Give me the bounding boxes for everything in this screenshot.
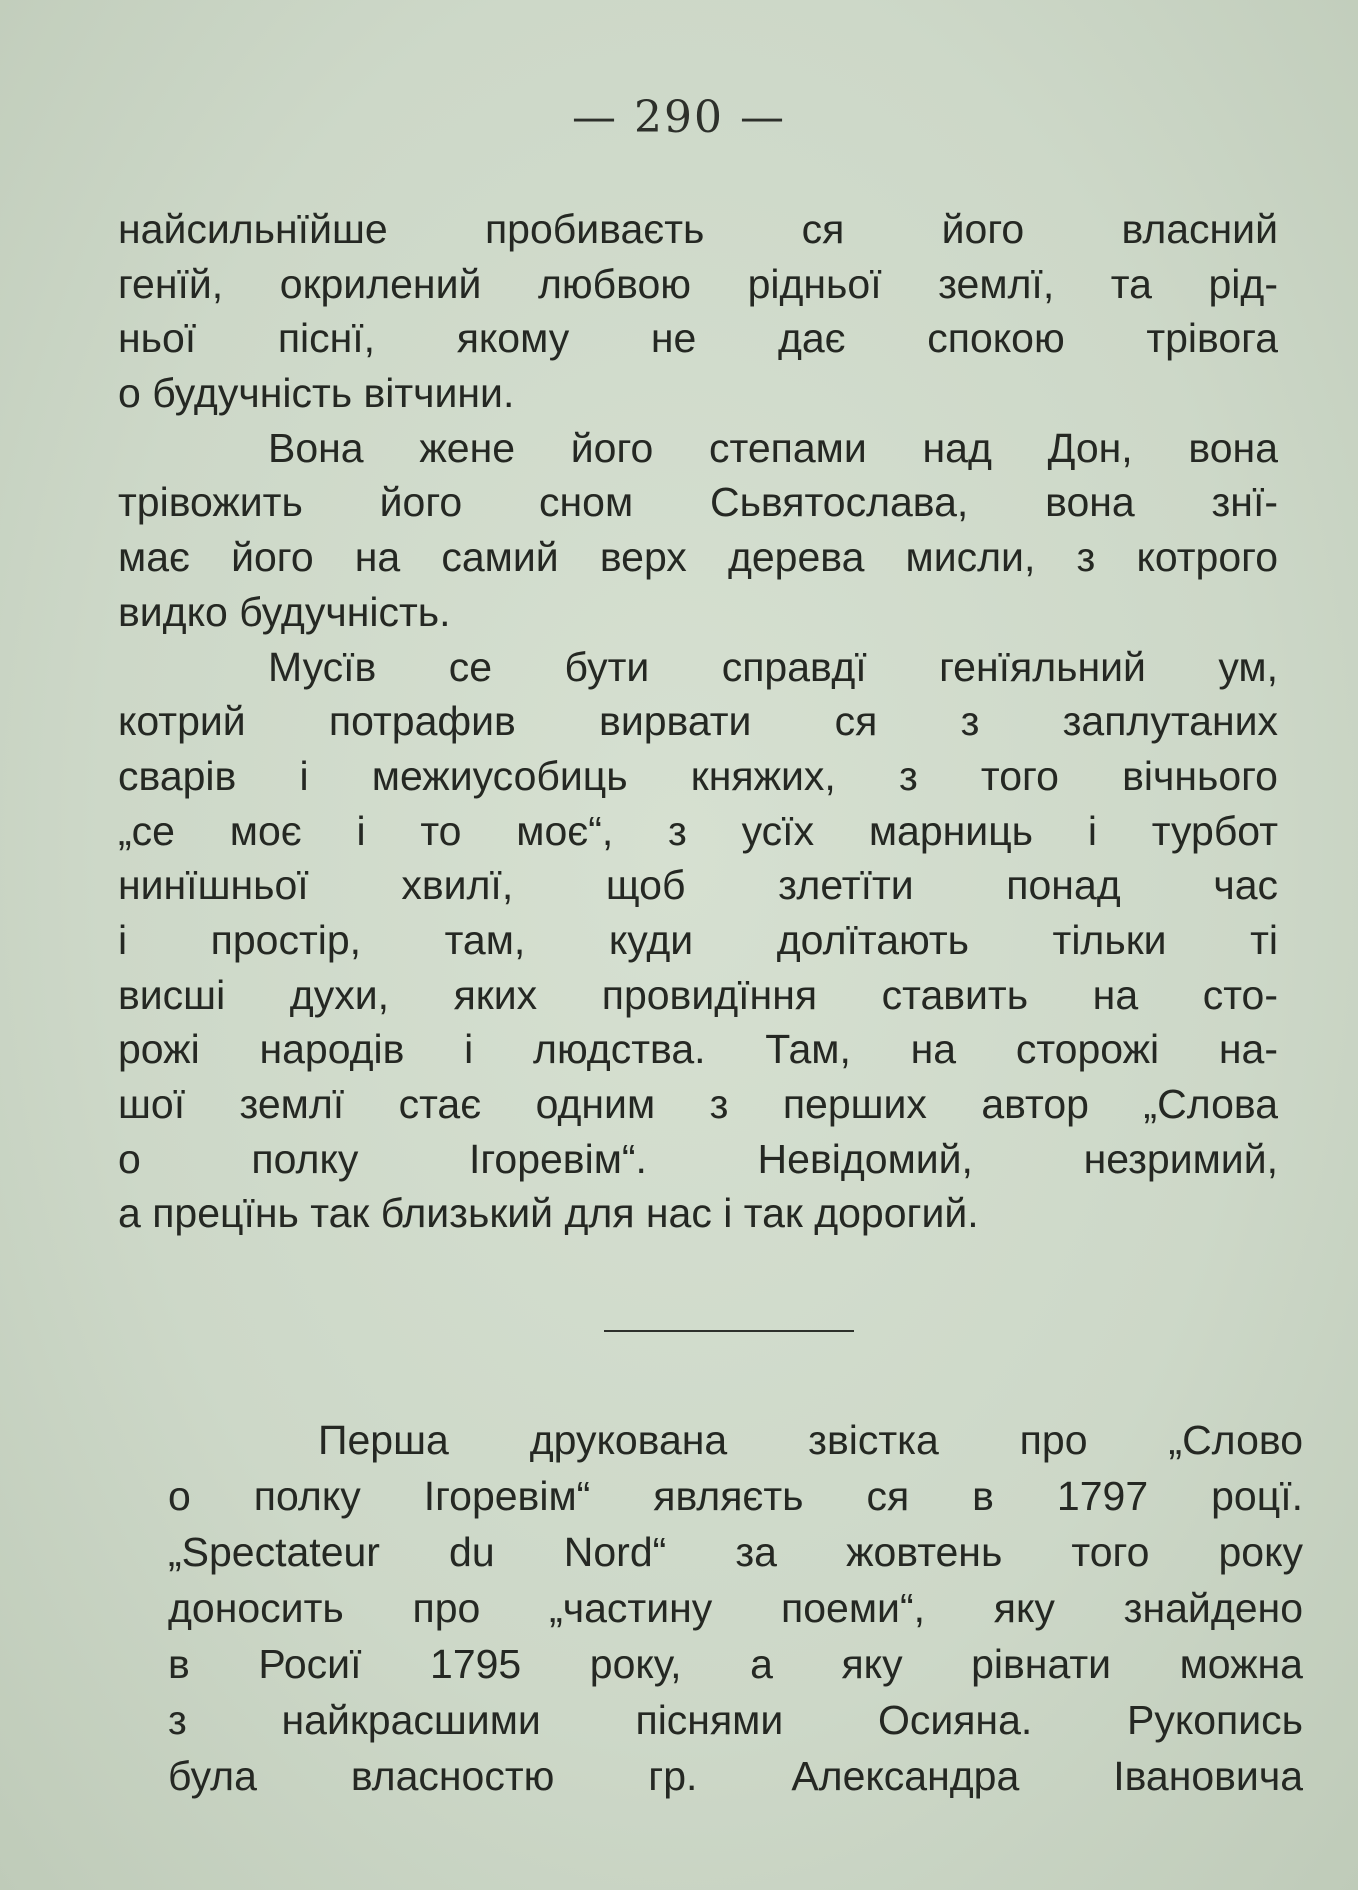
text-line: о полку Ігоревім“ являєть ся в 1797 роцї. xyxy=(168,1473,1303,1519)
text-line: рожі народів і людства. Там, на сторожі на- xyxy=(118,1026,1278,1073)
text-line: в Росиї 1795 року, а яку рівнати можна xyxy=(168,1641,1303,1687)
text-line: була власностю гр. Александра Івановича xyxy=(168,1753,1303,1799)
text-line: а прецїнь так близький для нас і так дорогий. xyxy=(118,1190,979,1237)
section-separator xyxy=(604,1330,854,1332)
text-line: найсильнїйше пробиваєть ся його власний xyxy=(118,206,1278,252)
text-line: „Spectateur du Nord“ за жовтень того року xyxy=(168,1529,1303,1575)
text-line: нинїшньої хвилї, щоб злетїти понад час xyxy=(118,862,1278,909)
text-line: генїй, окрилений любвою рідньої землї, та рід- xyxy=(118,260,1278,307)
text-line: видко будучність. xyxy=(118,588,451,635)
text-block-new-section xyxy=(168,1412,1303,1804)
text-block-continuation xyxy=(118,202,1278,1241)
text-line: о будучність вітчини. xyxy=(118,370,515,417)
text-line: шої землї стає одним з перших автор „Слова xyxy=(118,1081,1278,1127)
text-line: з найкрасшими піснями Осияна. Рукопись xyxy=(168,1697,1303,1743)
text-line: Мусїв се бути справдї генїяльний ум, xyxy=(268,643,1278,690)
text-line: доносить про „частину поеми“, яку знайдено xyxy=(168,1585,1303,1631)
text-line: ньої піснї, якому не дає спокою трівога xyxy=(118,315,1278,362)
text-line: о полку Ігоревім“. Невідомий, незримий, xyxy=(118,1135,1278,1182)
text-line: висші духи, яких провидїння ставить на сто- xyxy=(118,971,1278,1018)
text-line: і простір, там, куди долїтають тільки ті xyxy=(118,916,1278,963)
text-line: Вона жене його степами над Дон, вона xyxy=(268,424,1278,471)
text-line: котрий потрафив вирвати ся з заплутаних xyxy=(118,698,1278,745)
text-line: має його на самий верх дерева мисли, з котрого xyxy=(118,534,1278,581)
text-line: Перша друкована звістка про „Слово xyxy=(318,1417,1303,1463)
page-number: — 290 — xyxy=(572,92,786,143)
text-line: сварів і межиусобиць княжих, з того вічнього xyxy=(118,752,1278,799)
text-line: „се моє і то моє“, з усїх марниць і турбот xyxy=(118,807,1278,854)
text-line: трівожить його сном Сьвятослава, вона знї- xyxy=(118,479,1278,526)
